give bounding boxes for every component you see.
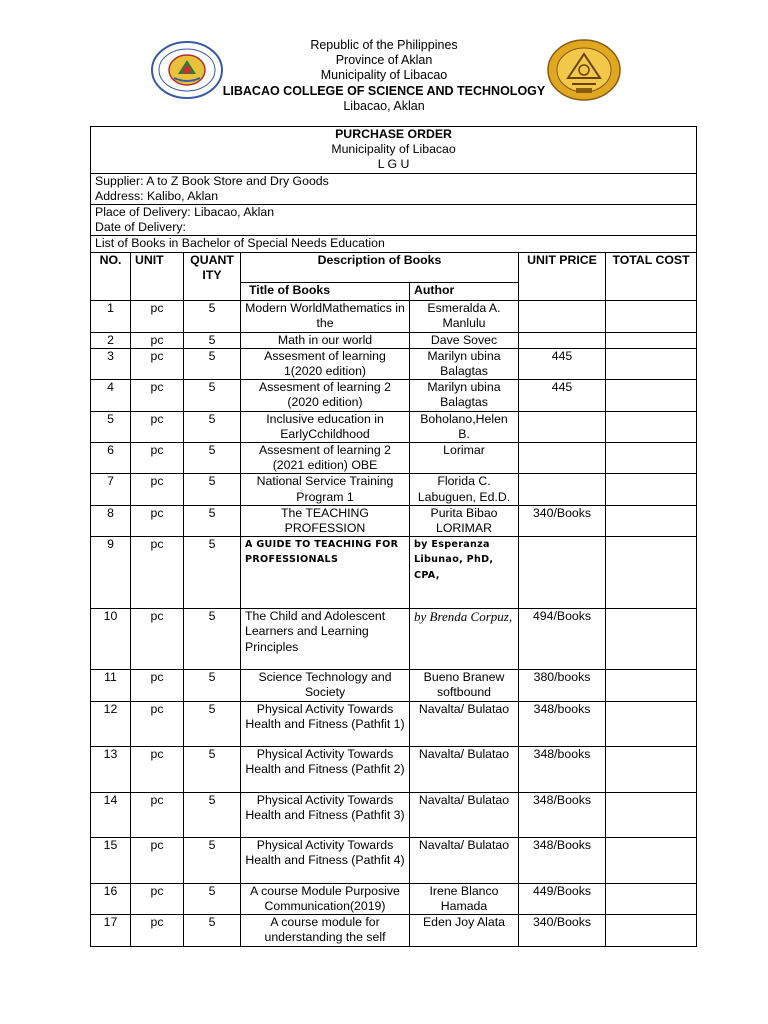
row-title: Inclusive education in EarlyCchildhood <box>241 411 410 442</box>
row-price: 449/Books <box>519 883 606 914</box>
row-qty: 5 <box>184 380 241 411</box>
row-unit: pc <box>131 537 184 609</box>
row-unit: pc <box>131 883 184 914</box>
lcst-seal-icon <box>546 38 622 102</box>
row-price: 494/Books <box>519 609 606 670</box>
row-qty: 5 <box>184 348 241 379</box>
row-author: Navalta/ Bulatao <box>410 701 519 746</box>
table-row <box>91 505 697 536</box>
row-no: 7 <box>91 474 131 505</box>
row-unit: pc <box>131 443 184 474</box>
row-total <box>606 609 697 670</box>
row-price <box>519 332 606 348</box>
col-quantity: QUANT ITY <box>184 252 241 300</box>
header-province: Province of Aklan <box>335 53 433 68</box>
row-total <box>606 505 697 536</box>
row-author: Marilyn ubina Balagtas <box>410 348 519 379</box>
row-qty: 5 <box>184 300 241 332</box>
row-no: 15 <box>91 837 131 883</box>
table-row <box>91 670 697 701</box>
row-total <box>606 380 697 411</box>
supplier-line: Supplier: A to Z Book Store and Dry Goods <box>95 173 329 188</box>
row-price <box>519 443 606 474</box>
row-qty: 5 <box>184 883 241 914</box>
row-title: The Child and Adolescent Learners and Learning Principles <box>241 609 410 670</box>
row-qty: 5 <box>184 915 241 947</box>
row-price: 348/books <box>519 701 606 746</box>
table-row <box>91 380 697 411</box>
row-no: 10 <box>91 609 131 670</box>
row-total <box>606 300 697 332</box>
address-line: Address: Kalibo, Aklan <box>95 188 219 203</box>
row-total <box>606 792 697 837</box>
table-row <box>91 792 697 837</box>
row-title: Physical Activity Towards Health and Fitness (Pathfit 4) <box>241 837 410 883</box>
row-title: Physical Activity Towards Health and Fitness (Pathfit 3) <box>241 792 410 837</box>
row-title: Assesment of learning 2 (2021 edition) OBE <box>241 443 410 474</box>
table-row <box>91 411 697 442</box>
row-unit: pc <box>131 609 184 670</box>
row-author: by Esperanza Libunao, PhD, CPA, <box>410 537 519 609</box>
table-row <box>91 443 697 474</box>
table-row <box>91 746 697 792</box>
row-unit: pc <box>131 670 184 701</box>
row-author: Marilyn ubina Balagtas <box>410 380 519 411</box>
row-price: 340/Books <box>519 505 606 536</box>
row-no: 11 <box>91 670 131 701</box>
row-title: A course Module Purposive Communication(2019) <box>241 883 410 914</box>
row-total <box>606 746 697 792</box>
row-no: 9 <box>91 537 131 609</box>
header-municipality: Municipality of Libacao <box>320 68 448 83</box>
row-unit: pc <box>131 792 184 837</box>
row-no: 5 <box>91 411 131 442</box>
row-no: 14 <box>91 792 131 837</box>
row-title: Assesment of learning 2 (2020 edition) <box>241 380 410 411</box>
row-total <box>606 443 697 474</box>
col-unit: UNIT <box>131 252 184 300</box>
row-total <box>606 332 697 348</box>
row-title: Assesment of learning 1(2020 edition) <box>241 348 410 379</box>
row-total <box>606 348 697 379</box>
row-unit: pc <box>131 701 184 746</box>
row-no: 17 <box>91 915 131 947</box>
row-title: Science Technology and Society <box>241 670 410 701</box>
table-row <box>91 348 697 379</box>
row-no: 2 <box>91 332 131 348</box>
row-no: 12 <box>91 701 131 746</box>
po-title: PURCHASE ORDER <box>335 127 452 141</box>
row-unit: pc <box>131 332 184 348</box>
row-total <box>606 915 697 947</box>
row-unit: pc <box>131 746 184 792</box>
row-price <box>519 411 606 442</box>
table-row <box>91 332 697 348</box>
row-author: Navalta/ Bulatao <box>410 792 519 837</box>
row-no: 8 <box>91 505 131 536</box>
col-unit-price: UNIT PRICE <box>519 252 606 300</box>
row-author: Irene Blanco Hamada <box>410 883 519 914</box>
col-total-cost: TOTAL COST <box>606 252 697 300</box>
row-price: 348/books <box>519 746 606 792</box>
row-unit: pc <box>131 348 184 379</box>
row-title: A course module for understanding the self <box>241 915 410 947</box>
row-unit: pc <box>131 837 184 883</box>
row-title: Physical Activity Towards Health and Fitness (Pathfit 2) <box>241 746 410 792</box>
row-unit: pc <box>131 380 184 411</box>
row-qty: 5 <box>184 746 241 792</box>
row-unit: pc <box>131 300 184 332</box>
po-title-block <box>91 127 697 174</box>
po-subtitle: Municipality of Libacao <box>331 142 456 157</box>
row-unit: pc <box>131 411 184 442</box>
row-price: 348/Books <box>519 837 606 883</box>
row-unit: pc <box>131 915 184 947</box>
row-total <box>606 474 697 505</box>
row-price: 340/Books <box>519 915 606 947</box>
table-row <box>91 701 697 746</box>
row-qty: 5 <box>184 332 241 348</box>
col-author: Author <box>410 282 519 300</box>
row-no: 13 <box>91 746 131 792</box>
date-line: Date of Delivery: <box>95 220 186 235</box>
row-total <box>606 883 697 914</box>
row-no: 4 <box>91 380 131 411</box>
row-qty: 5 <box>184 609 241 670</box>
row-title: Physical Activity Towards Health and Fitness (Pathfit 1) <box>241 701 410 746</box>
row-price <box>519 537 606 609</box>
table-row <box>91 915 697 947</box>
row-qty: 5 <box>184 505 241 536</box>
po-lgu: L G U <box>377 157 410 172</box>
row-title: Math in our world <box>241 332 410 348</box>
libacao-seal-icon <box>150 40 224 100</box>
row-price: 445 <box>519 380 606 411</box>
col-no: NO. <box>91 252 131 300</box>
row-qty: 5 <box>184 670 241 701</box>
row-price: 445 <box>519 348 606 379</box>
row-title: National Service Training Program 1 <box>241 474 410 505</box>
row-qty: 5 <box>184 837 241 883</box>
purchase-order-table <box>90 126 697 947</box>
row-total <box>606 537 697 609</box>
row-author: by Brenda Corpuz, <box>410 609 519 670</box>
row-author: Esmeralda A. Manlulu <box>410 300 519 332</box>
row-no: 6 <box>91 443 131 474</box>
col-title: Title of Books <box>241 282 410 300</box>
col-description: Description of Books <box>241 252 519 282</box>
delivery-block <box>91 205 697 236</box>
row-price: 380/books <box>519 670 606 701</box>
row-author: Navalta/ Bulatao <box>410 837 519 883</box>
table-row <box>91 474 697 505</box>
table-row <box>91 837 697 883</box>
row-qty: 5 <box>184 411 241 442</box>
supplier-block <box>91 173 697 204</box>
row-author: Eden Joy Alata <box>410 915 519 947</box>
row-no: 16 <box>91 883 131 914</box>
document-header <box>0 38 768 114</box>
row-total <box>606 670 697 701</box>
header-location: Libacao, Aklan <box>343 98 425 113</box>
row-price <box>519 300 606 332</box>
table-row <box>91 537 697 609</box>
table-row <box>91 300 697 332</box>
row-no: 1 <box>91 300 131 332</box>
row-author: Bueno Branew softbound <box>410 670 519 701</box>
row-total <box>606 411 697 442</box>
row-total <box>606 701 697 746</box>
table-row <box>91 883 697 914</box>
row-unit: pc <box>131 474 184 505</box>
row-unit: pc <box>131 505 184 536</box>
row-title: Modern WorldMathematics in the <box>241 300 410 332</box>
place-line: Place of Delivery: Libacao, Aklan <box>95 205 275 220</box>
row-price <box>519 474 606 505</box>
row-author: Dave Sovec <box>410 332 519 348</box>
row-author: Florida C. Labuguen, Ed.D. <box>410 474 519 505</box>
row-author: Purita Bibao LORIMAR <box>410 505 519 536</box>
row-qty: 5 <box>184 792 241 837</box>
row-price: 348/Books <box>519 792 606 837</box>
row-qty: 5 <box>184 474 241 505</box>
list-title: List of Books in Bachelor of Special Needs Education <box>91 236 697 252</box>
header-college: LIBACAO COLLEGE OF SCIENCE AND TECHNOLOGY <box>222 83 546 98</box>
row-qty: 5 <box>184 701 241 746</box>
row-title: A GUIDE TO TEACHING FOR PROFESSIONALS <box>241 537 410 609</box>
row-author: Boholano,Helen B. <box>410 411 519 442</box>
row-qty: 5 <box>184 443 241 474</box>
row-qty: 5 <box>184 537 241 609</box>
row-no: 3 <box>91 348 131 379</box>
table-row <box>91 609 697 670</box>
row-total <box>606 837 697 883</box>
row-author: Lorimar <box>410 443 519 474</box>
header-republic: Republic of the Philippines <box>310 38 458 52</box>
row-title: The TEACHING PROFESSION <box>241 505 410 536</box>
row-author: Navalta/ Bulatao <box>410 746 519 792</box>
